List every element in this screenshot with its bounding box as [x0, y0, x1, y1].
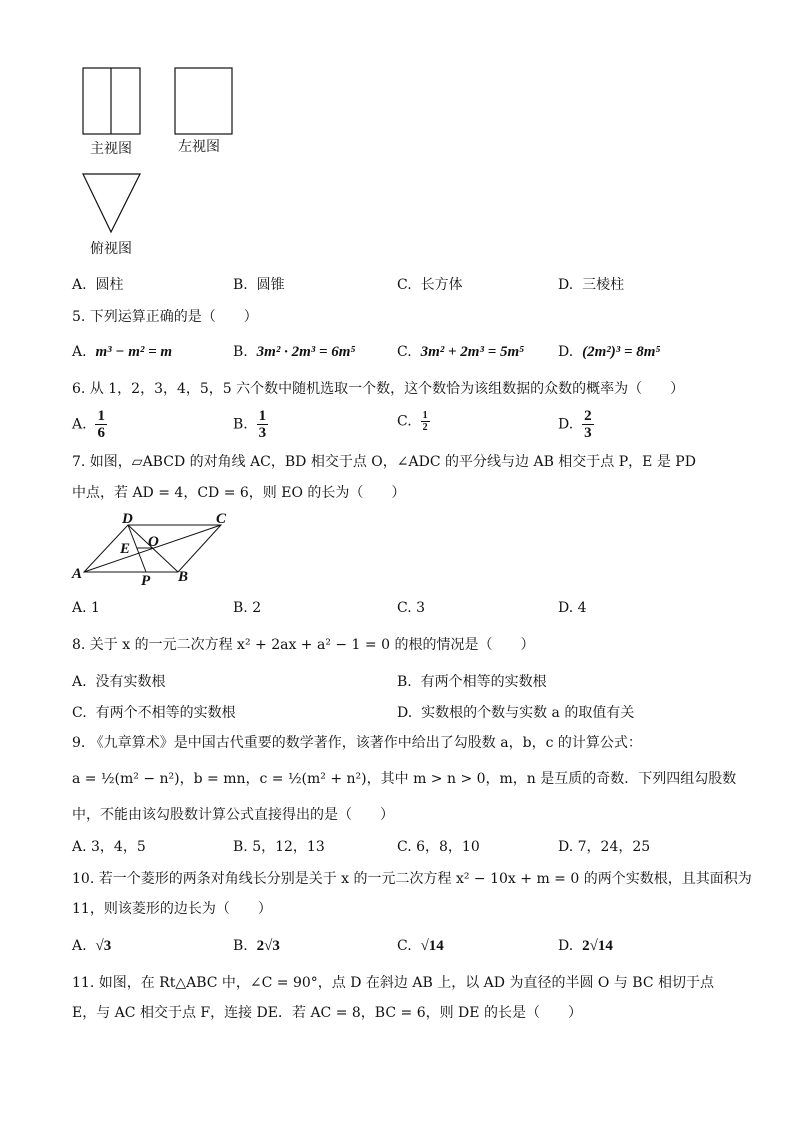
option-letter: A. — [72, 416, 87, 433]
point-label-c: C — [216, 511, 227, 527]
option-letter: B. — [233, 938, 248, 954]
q10-option-a[interactable] — [72, 937, 111, 955]
q8-option-d[interactable] — [397, 704, 634, 722]
option-letter: D. — [558, 344, 574, 360]
q9-line2: a = ½(m² − n²)，b = mn，c = ½(m² + n²)，其中 m > n > 0，m，n 是互质的奇数．下列四组勾股数 — [72, 771, 737, 787]
option-math: 2√14 — [582, 938, 613, 954]
option-math: 2√3 — [256, 938, 280, 954]
q7-option-c[interactable]: C. 3 — [397, 600, 426, 616]
q10-line2: 11，则该菱形的边长为（ ） — [72, 901, 272, 917]
option-text: 长方体 — [420, 277, 463, 293]
fraction-numerator: 1 — [97, 408, 105, 424]
option-text: 有两个不相等的实数根 — [95, 705, 236, 721]
fraction-numerator: 1 — [422, 410, 428, 421]
q9-option-d[interactable]: D. 7，24，25 — [558, 839, 651, 855]
q9-option-a[interactable]: A. 3，4，5 — [72, 839, 146, 855]
point-label-b: B — [178, 569, 189, 585]
option-letter: D. — [558, 416, 574, 433]
option-math: 3m² · 2m³ = 6m⁵ — [256, 344, 356, 360]
option-letter: B. — [233, 344, 248, 360]
option-text: 圆柱 — [95, 277, 124, 293]
q9-line3: 中，不能由该勾股数计算公式直接得出的是（ ） — [72, 807, 394, 823]
q10-option-c[interactable] — [397, 937, 444, 955]
q10-option-d[interactable] — [558, 937, 613, 955]
option-letter: D. — [558, 938, 574, 954]
option-math: m³ − m² = m — [95, 344, 173, 360]
option-letter: A. — [72, 344, 87, 360]
option-letter: D. — [558, 277, 574, 293]
option-letter: A. — [72, 674, 87, 690]
option-letter: C. — [72, 705, 87, 721]
option-letter: C. — [397, 344, 412, 360]
q8-stem: 8. 关于 x 的一元二次方程 x² + 2ax + a² − 1 = 0 的根的情况是（ ） — [72, 637, 535, 653]
option-letter: C. — [397, 277, 412, 293]
point-label-a: A — [72, 566, 83, 582]
option-math: 3m² + 2m³ = 5m⁵ — [420, 344, 525, 360]
option-letter: B. — [397, 674, 412, 690]
fraction-denominator: 6 — [97, 425, 105, 441]
option-math: √3 — [95, 938, 112, 954]
q7-line2: 中点，若 AD = 4，CD = 6，则 EO 的长为（ ） — [72, 485, 406, 501]
q10-line1: 10. 若一个菱形的两条对角线长分别是关于 x 的一元二次方程 x² − 10x + m = 0 的两个实数根，且其面积为 — [72, 871, 752, 887]
option-letter: C. — [397, 938, 412, 954]
left-view-label: 左视图 — [178, 139, 220, 155]
option-letter: A. — [72, 277, 87, 293]
option-letter: D. — [397, 705, 413, 721]
fraction-denominator: 3 — [258, 425, 267, 441]
fraction-numerator: 2 — [584, 408, 592, 424]
option-math: √14 — [420, 938, 444, 954]
option-math: (2m²)³ = 8m⁵ — [582, 344, 661, 360]
q7-option-d[interactable]: D. 4 — [558, 600, 587, 616]
q9-line1: 9. 《九章算术》是中国古代重要的数学著作，该著作中给出了勾股数 a，b，c 的计算公式： — [72, 735, 642, 751]
point-label-d: D — [122, 511, 133, 527]
q7-option-a[interactable]: A. 1 — [72, 600, 100, 616]
option-letter: C. — [397, 413, 412, 430]
q5-stem: 5. 下列运算正确的是（ ） — [72, 309, 258, 325]
q6-stem: 6. 从 1，2，3，4，5，5 六个数中随机选取一个数，这个数恰为该组数据的众数的概率为（ ） — [72, 381, 685, 397]
top-view-label: 俯视图 — [90, 241, 132, 257]
q10-option-b[interactable] — [233, 937, 280, 955]
q8-option-b[interactable] — [397, 673, 547, 691]
q9-option-b[interactable]: B. 5，12，13 — [233, 839, 325, 855]
option-text: 有两个相等的实数根 — [420, 674, 547, 690]
option-letter: B. — [233, 416, 248, 433]
option-text: 三棱柱 — [582, 277, 625, 293]
fraction-denominator: 2 — [422, 422, 428, 433]
option-letter: B. — [233, 277, 248, 293]
option-text: 圆锥 — [256, 277, 285, 293]
fraction-denominator: 3 — [584, 425, 592, 441]
q8-option-a[interactable] — [72, 673, 165, 691]
q11-line1: 11. 如图，在 Rt△ABC 中，∠C = 90°，点 D 在斜边 AB 上，以 AD 为直径的半圆 O 与 BC 相切于点 — [72, 975, 715, 991]
option-text: 实数根的个数与实数 a 的取值有关 — [421, 705, 635, 721]
q7-option-b[interactable]: B. 2 — [233, 600, 262, 616]
option-text: 没有实数根 — [95, 674, 166, 690]
q9-option-c[interactable]: C. 6，8，10 — [397, 839, 480, 855]
point-label-o: O — [148, 534, 159, 550]
fraction-numerator: 1 — [258, 408, 267, 424]
point-label-p: P — [141, 573, 151, 589]
point-label-e: E — [120, 541, 131, 557]
front-view-label: 主视图 — [90, 141, 132, 157]
option-letter: A. — [72, 938, 87, 954]
q11-line2: E，与 AC 相交于点 F，连接 DE．若 AC = 8，BC = 6，则 DE 的长是（ ） — [72, 1005, 582, 1021]
q8-option-c[interactable] — [72, 704, 236, 722]
q7-line1: 7. 如图，▱ABCD 的对角线 AC，BD 相交于点 O，∠ADC 的平分线与边 AB 相交于点 P，E 是 PD — [72, 454, 696, 470]
